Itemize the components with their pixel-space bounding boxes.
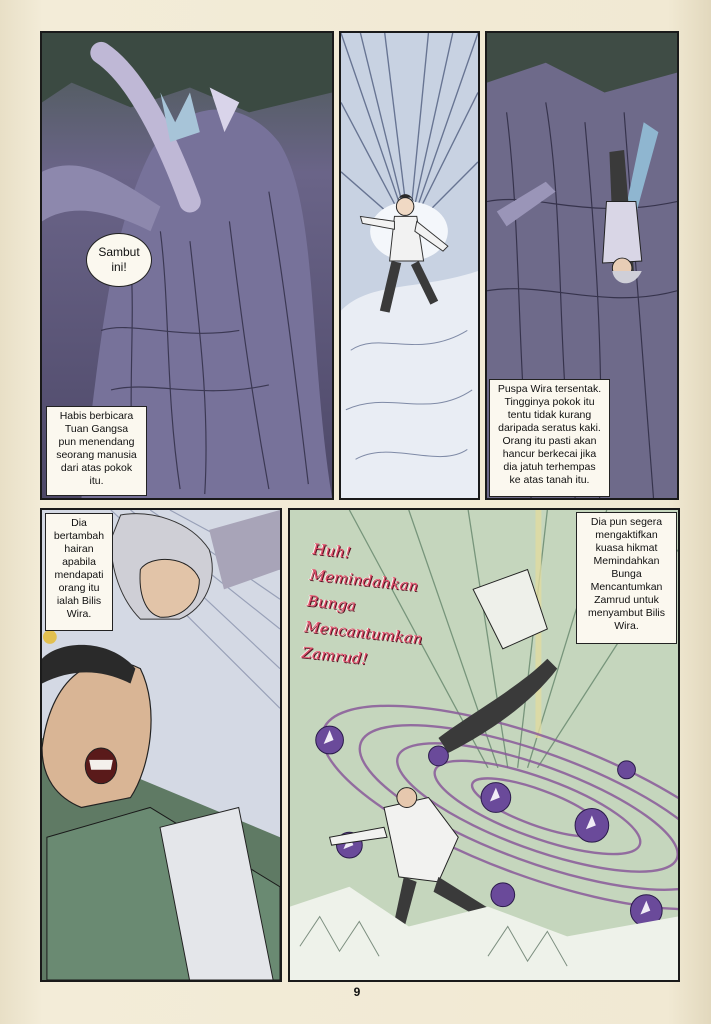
page-number: 9 bbox=[353, 985, 361, 999]
panel-snow-burst bbox=[339, 31, 480, 500]
burst-artwork bbox=[341, 33, 478, 498]
caption-box: Dia bertambah hairan apabila mendapati orang itu ialah Bilis Wira. bbox=[45, 513, 113, 631]
speech-bubble: Sambut ini! bbox=[86, 233, 152, 287]
panel-shocked-character bbox=[40, 508, 282, 982]
technique-shout-text: Huh! Memindahkan Bunga Mencantumkan Zamrud! bbox=[300, 539, 424, 669]
panel-swirl-technique bbox=[288, 508, 680, 982]
panel-tree bbox=[40, 31, 334, 500]
panel-falling-figure bbox=[485, 31, 679, 500]
caption-box: Dia pun segera mengaktifkan kuasa hikmat Memindahkan Bunga Mencantumkan Zamrud untuk menyambut Bilis Wira. bbox=[576, 512, 677, 644]
caption-box: Puspa Wira tersentak. Tingginya pokok itu tentu tidak kurang daripada seratus kaki. Orang itu pasti akan hancur berkecai jika dia jatuh terhempas ke atas tanah itu. bbox=[489, 379, 610, 497]
caption-box: Habis berbicara Tuan Gangsa pun menendang seorang manusia dari atas pokok itu. bbox=[46, 406, 147, 496]
